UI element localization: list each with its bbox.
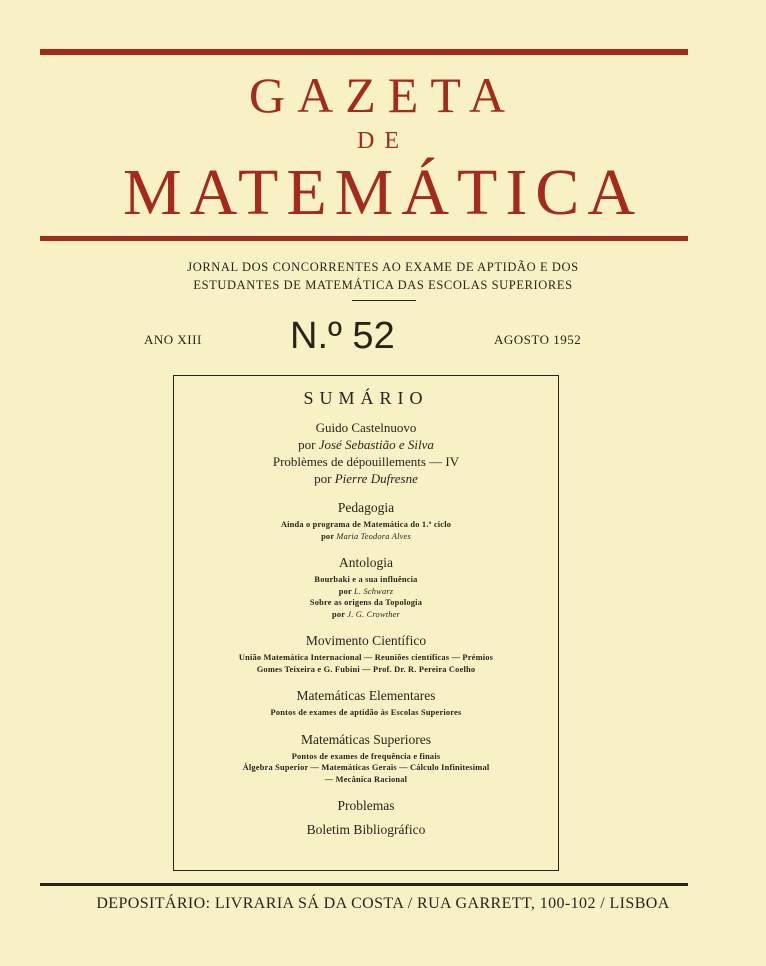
section-elementares: Matemáticas Elementares — [296, 688, 436, 703]
author-name: J. G. Crowther — [347, 609, 401, 619]
author-line — [174, 531, 558, 543]
footer-depositario: DEPOSITÁRIO: LIVRARIA SÁ DA COSTA / RUA GARRETT, 100-102 / LISBOA — [96, 895, 670, 912]
contents-title: SUMÁRIO — [303, 388, 429, 408]
subtitle-line-2: ESTUDANTES DE MATEMÁTICA DAS ESCOLAS SUPERIORES — [193, 278, 573, 292]
author-prefix: por — [314, 471, 335, 486]
superiores-line-1: Pontos de exames de frequência e finais — [291, 751, 441, 761]
masthead-matematica: MATEMÁTICA — [123, 156, 643, 229]
contents-list — [174, 388, 558, 841]
author-prefix: por — [331, 609, 348, 619]
author-line — [174, 470, 558, 487]
section-pedagogia: Pedagogia — [337, 500, 395, 515]
superiores-line-3: — Mecânica Racional — [324, 774, 408, 784]
author-prefix: por — [338, 586, 355, 596]
masthead-bottom-rule — [40, 236, 688, 241]
movimento-line-1: União Matemática Internacional — Reuniões científicas — Prémios — [238, 653, 494, 662]
issue-date: AGOSTO 1952 — [494, 332, 582, 347]
issue-year: ANO XIII — [144, 332, 202, 347]
author-name: Pierre Dufresne — [334, 471, 418, 486]
author-name: L. Schwarz — [354, 586, 394, 596]
subtitle-divider — [352, 300, 416, 301]
pedagogia-item: Ainda o programa de Matemática do 1.º ciclo — [280, 520, 452, 529]
issue-number: N.º 52 — [290, 315, 395, 357]
masthead-de: DE — [357, 128, 409, 154]
section-superiores: Matemáticas Superiores — [300, 731, 432, 747]
author-line — [174, 586, 558, 598]
article-castelnuovo: Guido Castelnuovo — [315, 420, 417, 435]
masthead-gazeta: GAZETA — [249, 67, 517, 123]
author-prefix: por — [321, 531, 337, 541]
elementares-line-1: Pontos de exames de aptidão às Escolas Superiores — [270, 708, 462, 717]
journal-subtitle — [0, 258, 766, 294]
section-antologia: Antologia — [339, 555, 393, 570]
section-movimento: Movimento Científico — [305, 633, 427, 648]
movimento-line-2: Gomes Teixeira e G. Fubini — Prof. Dr. R. Pereira Coelho — [256, 664, 476, 674]
author-name: Maria Teodora Alves — [336, 531, 411, 541]
top-rule — [40, 49, 688, 55]
footer-rule — [40, 883, 688, 886]
antologia-item-1: Bourbaki e a sua influência — [314, 575, 418, 584]
author-line — [174, 609, 558, 621]
section-problemas: Problemas — [337, 798, 395, 813]
section-boletim: Boletim Bibliográfico — [306, 822, 426, 837]
author-name: José Sebastião e Silva — [318, 437, 434, 452]
antologia-item-2: Sobre as origens da Topologia — [309, 598, 423, 607]
contents-box — [173, 375, 559, 871]
author-prefix: por — [298, 437, 319, 452]
article-depouillements: Problèmes de dépouillements — IV — [272, 454, 460, 469]
subtitle-line-1: JORNAL DOS CONCORRENTES AO EXAME DE APTIDÃO E DOS — [187, 260, 579, 274]
author-line — [174, 436, 558, 453]
superiores-line-2: Álgebra Superior — Matemáticas Gerais — Cálculo Infinitesimal — [242, 763, 490, 772]
